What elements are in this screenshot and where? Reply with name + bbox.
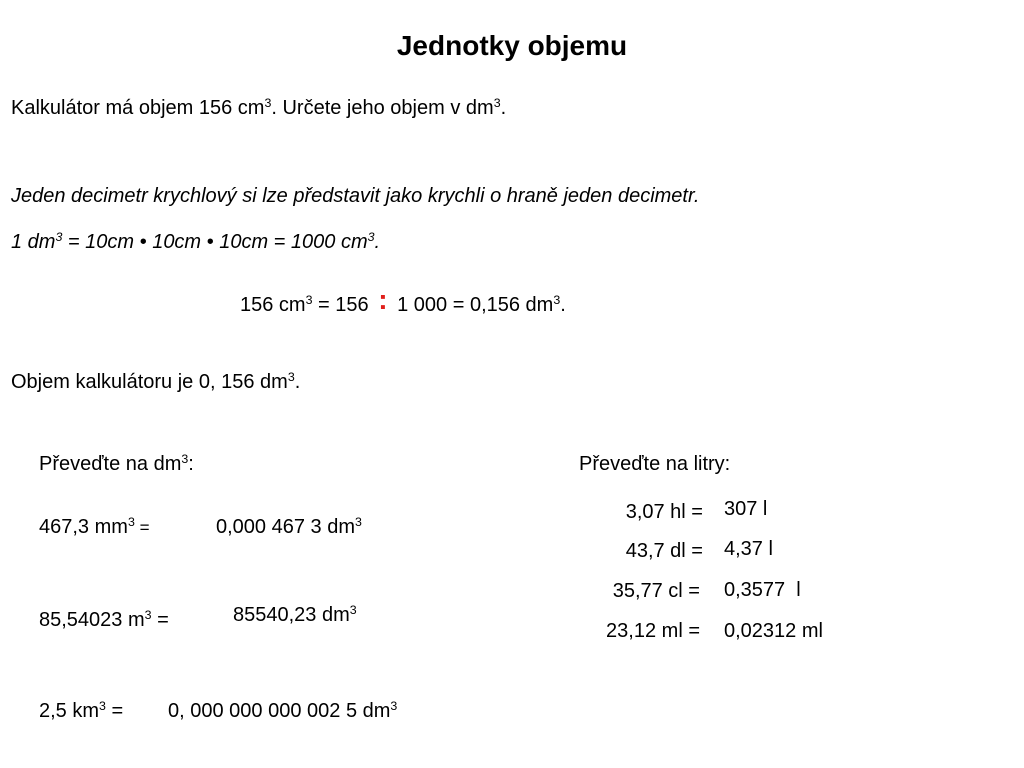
task-text [11, 96, 506, 120]
left-heading-b: : [188, 453, 194, 475]
right-row-answer: 0,3577 l [724, 579, 801, 601]
right-row-question: 43,7 dl = [625, 540, 703, 562]
left-a2-sup: 3 [390, 699, 398, 714]
left-row-question [39, 515, 150, 540]
expl-sb: 3 [367, 230, 375, 245]
left-row-question [39, 699, 123, 723]
left-q2-eq: = [105, 700, 124, 722]
task-sup1: 3 [264, 96, 272, 111]
calc-a: 156 cm [240, 294, 306, 316]
left-row-answer [168, 699, 397, 723]
result-a: Objem kalkulátoru je 0, 156 dm [11, 371, 288, 393]
left-q2-sup: 3 [99, 699, 106, 714]
right-row-answer: 4,37 l [724, 538, 773, 560]
left-q0: 467,3 mm [39, 516, 128, 538]
left-q2: 2,5 km [39, 700, 100, 722]
left-q1-eq: = [151, 609, 169, 631]
left-q1-sup: 3 [144, 608, 152, 623]
left-q1: 85,54023 m [39, 609, 145, 631]
right-heading: Převeďte na litry: [579, 453, 731, 475]
explanation-line1: Jeden decimetr krychlový si lze představit jako krychli o hraně jeden decimetr. [11, 185, 700, 207]
left-q0-sup: 3 [127, 515, 135, 530]
task-part2: . Určete jeho objem v dm [271, 97, 494, 119]
right-row-question: 35,77 cl = [612, 580, 700, 602]
calc-c: 1 000 = 0,156 dm [391, 294, 554, 316]
right-row-answer: 0,02312 ml [724, 620, 823, 642]
left-heading [39, 452, 194, 476]
left-a0: 0,000 467 3 dm [216, 516, 355, 538]
left-heading-sup: 3 [181, 452, 189, 467]
calc-b: = 156 [312, 294, 375, 316]
left-a1-sup: 3 [349, 603, 357, 618]
right-row-question: 23,12 ml = [606, 620, 700, 642]
left-a0-sup: 3 [355, 515, 362, 530]
task-part1: Kalkulátor má objem 156 cm [11, 97, 265, 119]
left-row-answer [216, 515, 362, 539]
calculation [240, 284, 566, 317]
task-part3: . [500, 97, 507, 119]
left-a2: 0, 000 000 000 002 5 dm [168, 700, 391, 722]
right-row-question: 3,07 hl = [625, 501, 703, 523]
left-row-question [39, 608, 169, 632]
result-text [11, 370, 300, 394]
expl-sa: 3 [55, 230, 63, 245]
explanation-line2 [11, 230, 380, 254]
calc-sa: 3 [305, 293, 313, 308]
expl-a: 1 dm [11, 231, 56, 253]
page-title: Jednotky objemu [396, 30, 628, 61]
calc-sc: 3 [553, 293, 561, 308]
left-row-answer [233, 603, 357, 627]
task-sup2: 3 [493, 96, 501, 111]
result-b: . [294, 371, 301, 393]
left-q0-eq: = [134, 518, 150, 537]
result-sa: 3 [287, 370, 295, 385]
expl-b: = 10cm • 10cm • 10cm = 1000 cm [62, 231, 368, 253]
left-a1: 85540,23 dm [233, 604, 350, 626]
left-heading-a: Převeďte na dm [39, 453, 182, 475]
right-row-answer: 307 l [724, 498, 768, 520]
expl-c: . [374, 231, 381, 253]
division-colon: : [378, 284, 388, 315]
calc-d: . [560, 294, 566, 316]
